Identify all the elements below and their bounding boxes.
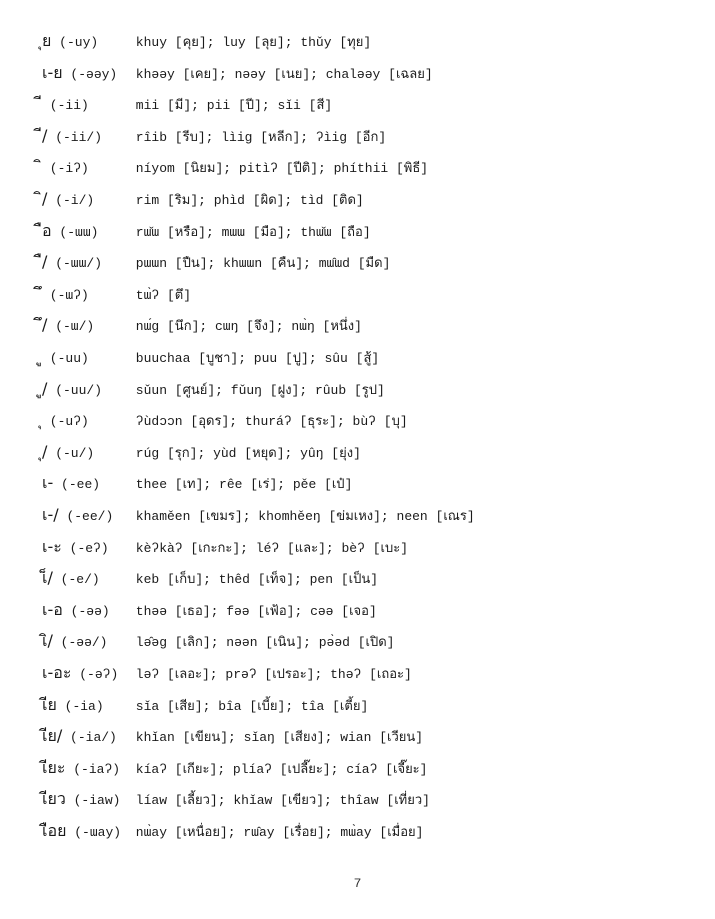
vowel-transcription: (-əə/) xyxy=(52,635,108,651)
vowel-row xyxy=(42,596,692,624)
vowel-row xyxy=(42,722,692,750)
vowel-row xyxy=(42,501,692,529)
vowel-pattern xyxy=(42,90,128,120)
example-words: sǐa [เสีย]; bîa [เบี้ย]; tîa [เตี้ย] xyxy=(128,698,369,714)
vowel-pattern xyxy=(42,754,128,784)
vowel-transcription: (-ɯ/) xyxy=(47,319,95,335)
vowel-transcription: (-ee/) xyxy=(58,509,114,524)
vowel-pattern xyxy=(42,153,128,183)
vowel-transcription: (-u/) xyxy=(47,445,95,461)
page-number: 7 xyxy=(353,876,362,891)
thai-vowel-glyph: ุ/ xyxy=(42,441,48,461)
vowel-transcription: (-ɯay) xyxy=(66,825,122,840)
vowel-row xyxy=(42,248,692,276)
thai-vowel-glyph: ู/ xyxy=(42,378,48,398)
vowel-pattern xyxy=(42,280,128,310)
vowel-row xyxy=(42,564,692,592)
vowel-row xyxy=(42,659,692,687)
thai-vowel-glyph: ิ/ xyxy=(42,189,48,208)
vowel-pattern xyxy=(42,27,128,57)
vowel-transcription: (-ia/) xyxy=(62,730,117,746)
vowel-transcription: (-əʔ) xyxy=(71,667,119,682)
thai-vowel-glyph: เีย xyxy=(42,694,57,714)
vowel-pattern xyxy=(42,375,128,405)
vowel-row xyxy=(42,627,692,655)
thai-vowel-glyph: เียว xyxy=(42,789,66,809)
example-words: buuchaa [บูชา]; puu [ปู]; sûu [สู้] xyxy=(128,351,380,366)
vowel-row xyxy=(42,311,692,339)
vowel-row xyxy=(42,817,692,845)
example-words: khəəy [เคย]; nəəy [เนย]; chaləəy [เฉลย] xyxy=(128,66,433,82)
thai-vowel-glyph: ี/ xyxy=(42,125,48,145)
vowel-pattern xyxy=(42,311,128,341)
vowel-transcription: (-i/) xyxy=(47,193,95,208)
vowel-row xyxy=(42,785,692,813)
vowel-row xyxy=(42,533,692,561)
example-words: mii [มี]; pii [ปี]; sǐi [สี] xyxy=(128,98,333,114)
thai-vowel-glyph: เ-ะ xyxy=(42,536,62,556)
vowel-row xyxy=(42,406,692,434)
vowel-transcription: (-uu/) xyxy=(47,382,102,398)
vowel-transcription: (-eʔ) xyxy=(61,540,109,556)
vowel-pattern xyxy=(42,248,128,278)
vowel-transcription: (-ɯʔ) xyxy=(42,287,89,303)
vowel-pattern xyxy=(42,501,128,531)
vowel-pattern xyxy=(42,817,128,847)
vowel-pattern xyxy=(42,533,128,563)
vowel-row xyxy=(42,217,692,245)
vowel-pattern xyxy=(42,343,128,373)
example-words: kíaʔ [เกียะ]; plíaʔ [เปลี๊ยะ]; cíaʔ [เจี๊ยะ] xyxy=(128,761,428,777)
vowel-transcription: (-ia) xyxy=(56,698,104,714)
thai-vowel-glyph: เ- xyxy=(42,473,54,493)
example-words: thee [เท]; rêe [เร่]; pěe [เป๋] xyxy=(128,477,353,493)
example-words: sǔun [ศูนย์]; fǔuŋ [ฝูง]; rûub [รูป] xyxy=(128,382,385,398)
thai-vowel-glyph: เ-ย xyxy=(42,62,63,82)
vowel-pattern xyxy=(42,469,128,499)
example-words: níyom [นิยม]; pitìʔ [ปีติ]; phíthii [พิธี] xyxy=(128,161,429,177)
vowel-row xyxy=(42,153,692,181)
example-words: ʔùdɔɔn [อุดร]; thuráʔ [ธุระ]; bùʔ [บุ] xyxy=(128,414,408,430)
vowel-pattern xyxy=(42,185,128,215)
vowel-transcription: (-əəy) xyxy=(62,66,118,82)
example-words: rîib [รีบ]; lìig [หลีก]; ʔìig [อีก] xyxy=(128,129,387,145)
thai-vowel-glyph: ือ xyxy=(42,220,52,240)
vowel-transcription: (-uu) xyxy=(42,351,89,366)
vowel-pattern xyxy=(42,406,128,436)
vowel-transcription: (-iʔ) xyxy=(42,161,89,177)
vowel-row xyxy=(42,90,692,118)
vowel-pattern xyxy=(42,217,128,247)
vowel-pattern xyxy=(42,122,128,152)
vowel-transcription: (-ɯɯ/) xyxy=(47,256,102,272)
example-words: rúg [รุก]; yùd [หยุด]; yûŋ [ยุ่ง] xyxy=(128,445,361,461)
thai-vowel-glyph: เ-อะ xyxy=(42,663,72,682)
vowel-row xyxy=(42,691,692,719)
vowel-transcription: (-əə) xyxy=(62,603,110,619)
example-words: nɯ́g [นึก]; cɯŋ [จึง]; nɯ̀ŋ [หนึ่ง] xyxy=(128,319,362,335)
thai-vowel-glyph: เียะ xyxy=(42,757,66,777)
thai-vowel-glyph: ึ/ xyxy=(42,315,48,335)
vowel-pattern xyxy=(42,722,128,752)
thai-vowel-glyph: ุย xyxy=(42,31,52,50)
thai-vowel-glyph: เือย xyxy=(42,821,67,840)
vowel-pattern xyxy=(42,691,128,721)
vowel-transcription: (-iaʔ) xyxy=(65,761,121,777)
example-words: keb [เก็บ]; thêd [เท็จ]; pen [เป็น] xyxy=(128,572,379,588)
vowel-transcription: (-uʔ) xyxy=(42,414,89,430)
thai-vowel-glyph: เีย/ xyxy=(42,726,63,746)
thai-vowel-glyph: ื/ xyxy=(42,252,48,272)
vowel-pattern xyxy=(42,596,128,626)
vowel-transcription: (-e/) xyxy=(52,572,100,588)
vowel-row xyxy=(42,754,692,782)
example-words: rim [ริม]; phìd [ผิด]; tìd [ติด] xyxy=(128,193,364,208)
vowel-row xyxy=(42,280,692,308)
vowel-transcription: (-iaw) xyxy=(65,793,121,809)
example-words: khuy [คุย]; luy [ลุย]; thǔy [ทุย] xyxy=(128,35,372,50)
example-words: ləʔ [เลอะ]; prəʔ [เปรอะ]; thəʔ [เถอะ] xyxy=(128,667,412,682)
vowel-row xyxy=(42,59,692,87)
vowel-pattern xyxy=(42,659,128,689)
example-words: lə̂əg [เลิก]; nəən [เนิน]; pə̀əd [เปิด] xyxy=(128,635,395,651)
vowel-transcription: (-uy) xyxy=(51,35,99,50)
vowel-row xyxy=(42,185,692,213)
vowel-pattern xyxy=(42,785,128,815)
vowel-pattern xyxy=(42,627,128,657)
thai-vowel-glyph: เ-อ xyxy=(42,599,63,619)
vowel-transcription: (-ɯɯ) xyxy=(51,224,99,240)
vowel-row xyxy=(42,438,692,466)
example-words: nɯ̀ay [เหนื่อย]; rɯ̂ay [เรื่อย]; mɯ̀ay [เมื่อย] xyxy=(128,825,424,840)
example-words: khaměen [เขมร]; khomhěeŋ [ข่มเหง]; neen [เณร] xyxy=(128,509,475,524)
thai-vowel-glyph: เ็/ xyxy=(42,568,53,588)
example-words: khǐan [เขียน]; sǐaŋ [เสียง]; wian [เวียน] xyxy=(128,730,424,746)
vowel-transcription: (-ii/) xyxy=(47,129,102,145)
vowel-transcription: (-ee) xyxy=(53,477,101,493)
vowel-row xyxy=(42,469,692,497)
vowel-row xyxy=(42,343,692,371)
example-words: pɯɯn [ปืน]; khɯɯn [คืน]; mɯ̂ɯd [มืด] xyxy=(128,256,391,272)
thai-vowel-glyph: เิ/ xyxy=(42,631,53,651)
vowel-transcription: (-ii) xyxy=(42,98,89,114)
vowel-row xyxy=(42,27,692,55)
vowel-row xyxy=(42,122,692,150)
vowel-row xyxy=(42,375,692,403)
example-words: kèʔkàʔ [เกะกะ]; léʔ [และ]; bèʔ [เบะ] xyxy=(128,540,408,556)
example-words: rɯ̌ɯ [หรือ]; mɯɯ [มือ]; thɯ̌ɯ [ถือ] xyxy=(128,224,371,240)
example-words: líaw [เลี้ยว]; khǐaw [เขียว]; thîaw [เที่ยว] xyxy=(128,793,430,809)
thai-vowel-glyph: เ-/ xyxy=(42,505,59,524)
example-words: thəə [เธอ]; fəə [เฟ้อ]; cəə [เจอ] xyxy=(128,603,377,619)
example-words: tɯ̀ʔ [ตึ] xyxy=(128,287,192,303)
vowel-pattern xyxy=(42,564,128,594)
vowel-pattern xyxy=(42,59,128,89)
vowel-pattern xyxy=(42,438,128,468)
